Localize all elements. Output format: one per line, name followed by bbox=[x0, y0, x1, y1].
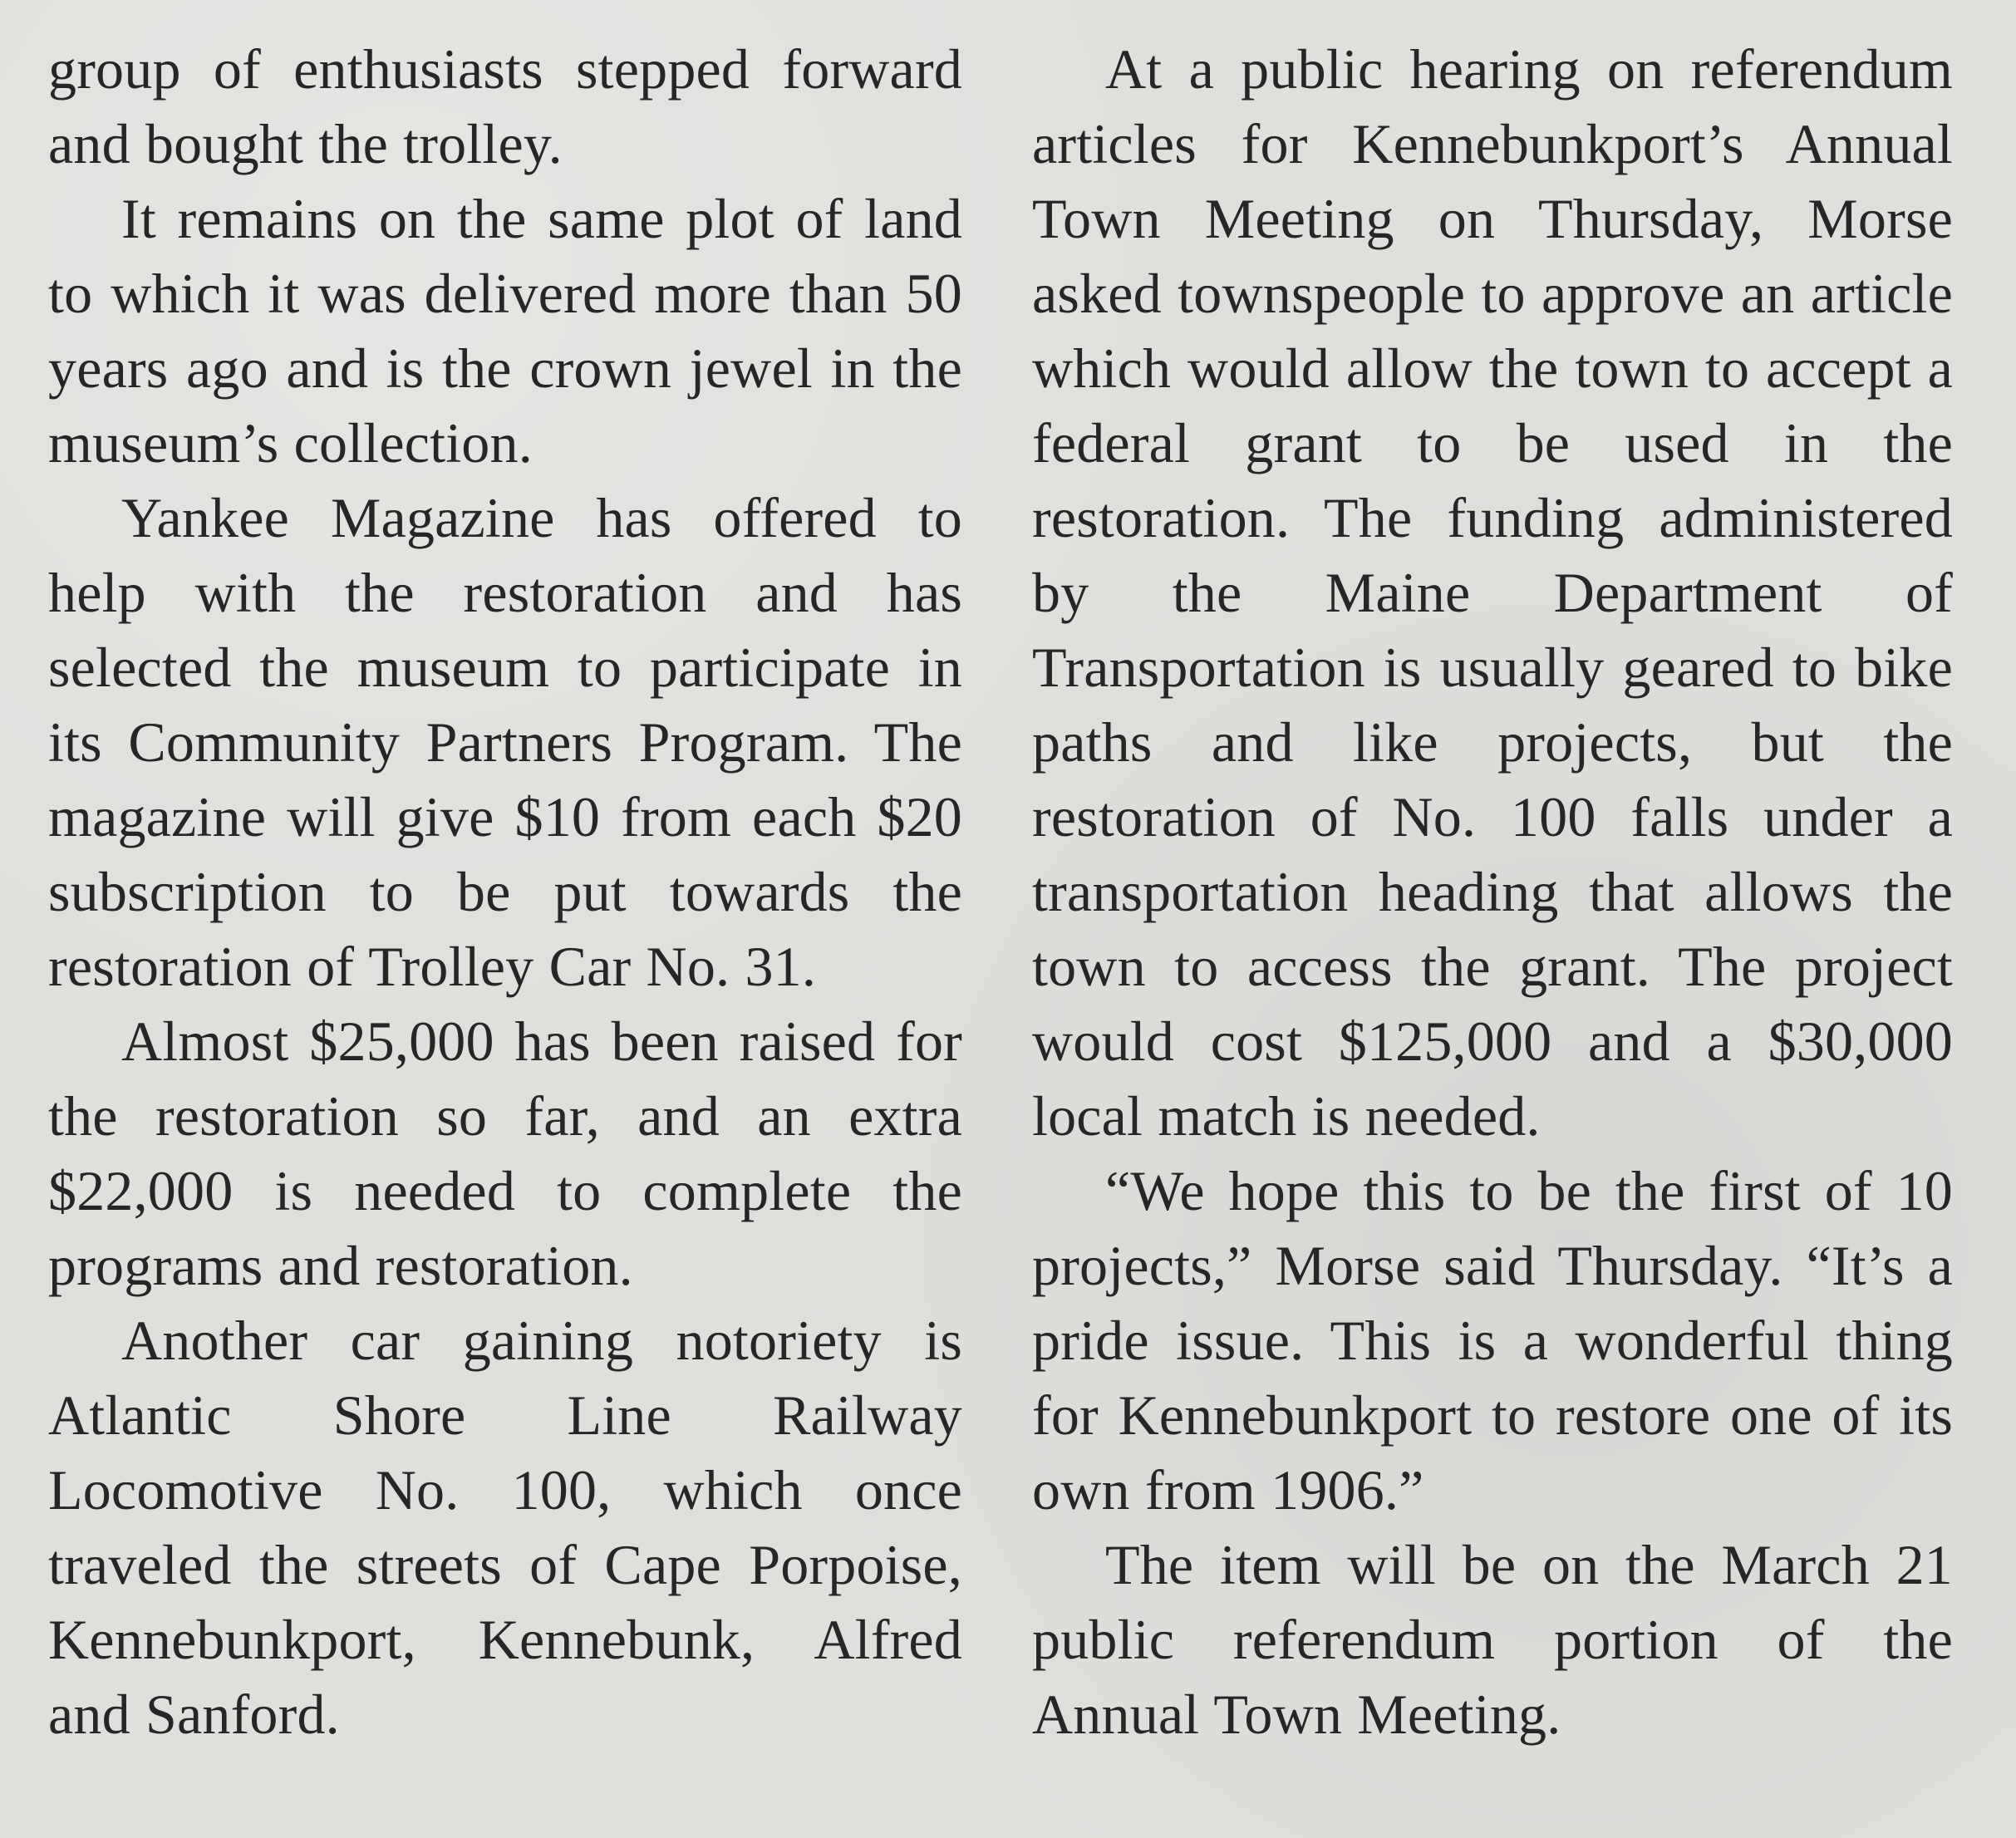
left-column bbox=[48, 32, 962, 1752]
left-paragraph-2: It remains on the same plot of land to which it was delivered more than 50 years ago and is the crown jewel in the museum’s collection. bbox=[48, 187, 962, 474]
right-paragraph-2: “We hope this to be the first of 10 projects,” Morse said Thursday. “It’s a pride issue. This is a wonderful thing for Kennebunkport to restore one of its own from 1906.” bbox=[1032, 1159, 1953, 1521]
left-paragraph-4: Almost $25,000 has been raised for the restoration so far, and an extra $22,000 is needed to complete the programs and restoration. bbox=[48, 1010, 962, 1297]
left-paragraph-1: group of enthusiasts stepped forward and bought the trolley. bbox=[48, 37, 962, 175]
left-paragraph-3: Yankee Magazine has offered to help with the restoration and has selected the museum to participate in its Community Partners Program. The magazine will give $10 from each $20 subscription to be put towards the restoration of Trolley Car No. 31. bbox=[48, 486, 962, 998]
right-paragraph-1: At a public hearing on referendum articles for Kennebunkport’s Annual Town Meeting on Thursday, Morse asked townspeople to approve an article which would allow the town to accept a federal grant to be used in the restoration. The funding administered by the Maine Department of Transportation is usually geared to bike paths and like projects, but the restoration of No. 100 falls under a transportation heading that allows the town to access the grant. The project would cost $125,000 and a $30,000 local match is needed. bbox=[1032, 37, 1953, 1148]
right-column bbox=[1032, 32, 1953, 1752]
left-paragraph-5: Another car gaining notoriety is Atlantic Shore Line Railway Locomotive No. 100, which once traveled the streets of Cape Porpoise, Kennebunkport, Kennebunk, Alfred and Sanford. bbox=[48, 1309, 962, 1746]
right-paragraph-3: The item will be on the March 21 public referendum portion of the Annual Town Meeting. bbox=[1032, 1533, 1953, 1746]
